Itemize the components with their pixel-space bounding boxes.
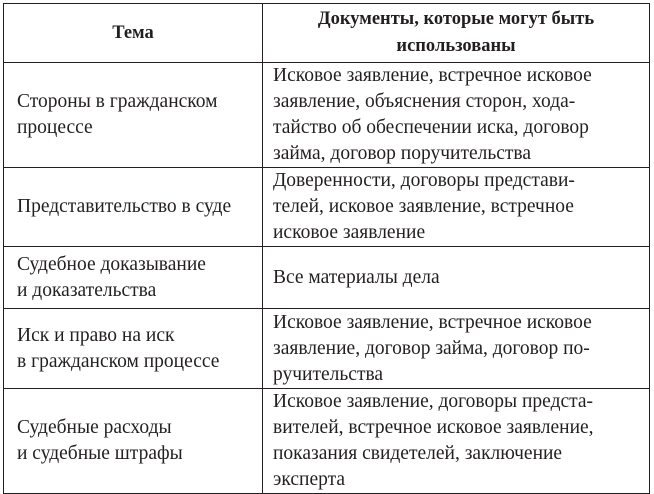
documents-line: Исковое заявление, встречное исковое: [273, 311, 592, 333]
documents-line: вителей, встречное исковое заявление,: [273, 417, 594, 438]
header-documents: [263, 4, 650, 63]
documents-table: [3, 3, 650, 494]
topic-cell: [4, 309, 263, 389]
documents-line: показания свидетелей, заключение: [273, 443, 563, 464]
documents-line: Доверенности, договоры представи-: [273, 170, 575, 191]
topic-line: Представительство в суде: [17, 196, 232, 217]
documents-cell: [263, 389, 650, 494]
table-row: [4, 247, 650, 309]
table-row: [4, 309, 650, 389]
topic-line: Судебное доказывание: [17, 253, 206, 275]
documents-line: Исковое заявление, договоры предста-: [273, 391, 594, 412]
topic-cell: [4, 168, 263, 247]
documents-line: ручительства: [273, 363, 384, 385]
documents-line: заявление, объяснения сторон, хода-: [273, 91, 576, 112]
documents-line: телей, исковое заявление, встречное: [273, 196, 574, 217]
documents-cell: [263, 63, 650, 168]
topic-cell: [4, 389, 263, 494]
documents-line: исковое заявление: [273, 222, 426, 243]
topic-line: Судебные расходы: [17, 417, 172, 438]
table-row: [4, 168, 650, 247]
topic-line: Стороны в гражданском: [17, 91, 218, 112]
table-header-row: [4, 4, 650, 63]
documents-line: тайство об обеспечении иска, договор: [273, 117, 589, 138]
documents-line: Исковое заявление, встречное исковое: [273, 65, 592, 86]
topic-cell: [4, 63, 263, 168]
documents-cell: [263, 309, 650, 389]
documents-line: эксперта: [273, 469, 346, 490]
documents-line: заявление, договор займа, договор по-: [273, 337, 590, 359]
documents-cell: [263, 168, 650, 247]
topic-line: Иск и право на иск: [17, 324, 175, 346]
header-documents-line: Документы, которые могут быть: [317, 9, 595, 29]
documents-cell: [263, 247, 650, 309]
topic-line: процессе: [17, 117, 93, 138]
documents-line: займа, договор поручительства: [273, 143, 532, 164]
header-topic: [4, 4, 263, 63]
topic-line: в гражданском процессе: [17, 350, 220, 372]
documents-line: Все материалы дела: [273, 266, 440, 288]
table-row: [4, 63, 650, 168]
header-documents-line: использованы: [396, 36, 516, 56]
topic-line: и судебные штрафы: [17, 443, 183, 464]
topic-line: и доказательства: [17, 279, 157, 301]
topic-cell: [4, 247, 263, 309]
table-row: [4, 389, 650, 494]
header-topic-text: Тема: [112, 22, 154, 43]
